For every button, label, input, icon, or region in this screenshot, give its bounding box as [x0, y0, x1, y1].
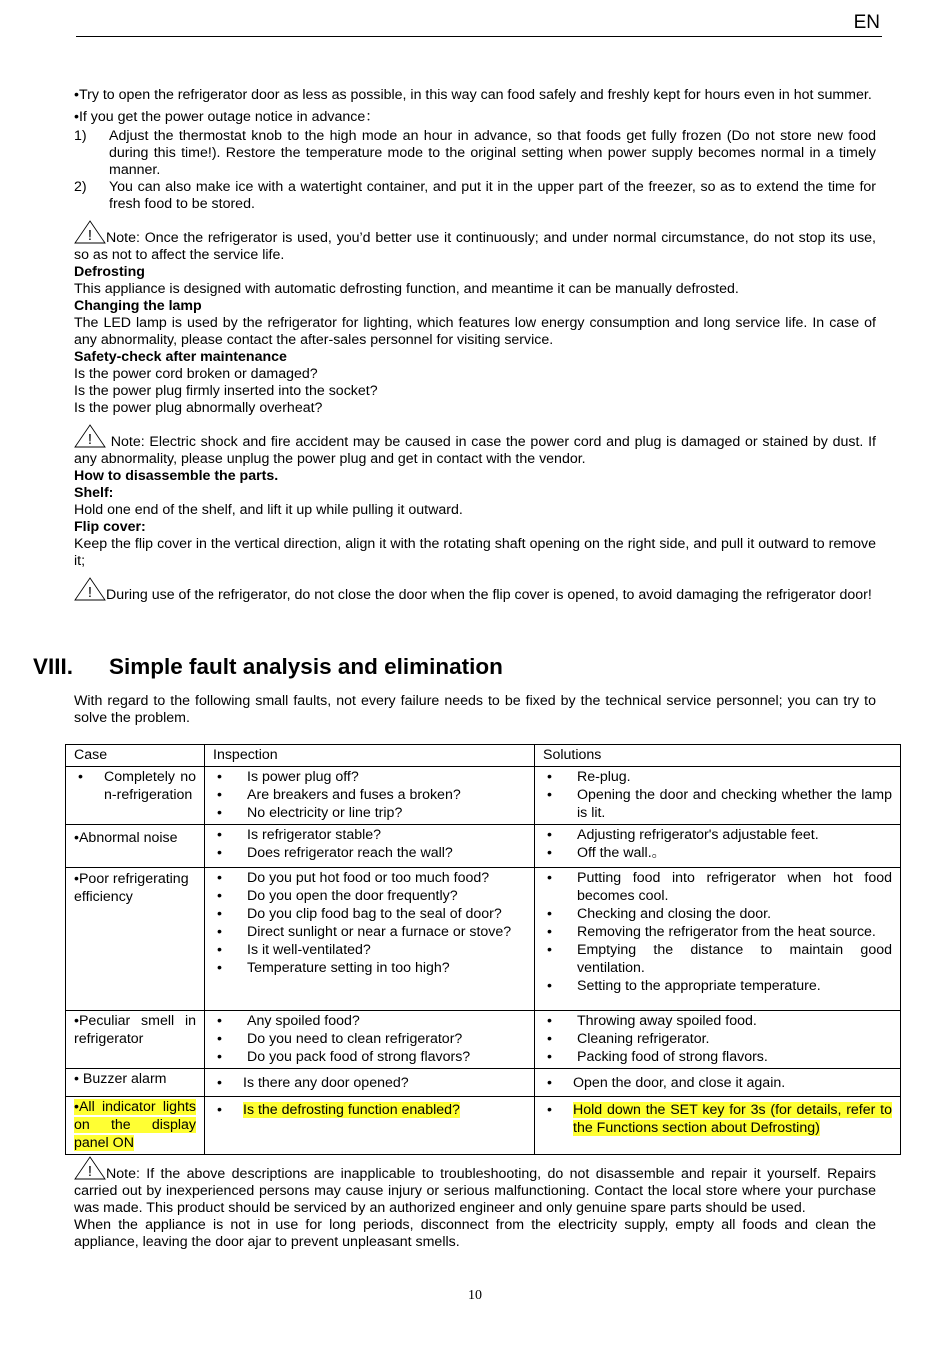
- flip-cover-heading: Flip cover:: [74, 519, 146, 535]
- table-row: [66, 1011, 901, 1069]
- storage-text: When the appliance is not in use for long periods, disconnect from the electricity supply, empty all foods and clean the appliance, leaving the door ajar to prevent unpleasant smells.: [74, 1217, 876, 1250]
- warning-triangle-icon: [74, 220, 106, 244]
- case-cell: •All indicator lights on the display panel ON: [66, 1097, 205, 1155]
- table-row: [66, 767, 901, 825]
- safety-question: Is the power plug firmly inserted into the socket?: [74, 383, 378, 399]
- warning-triangle-icon: [74, 424, 106, 448]
- inspection-cell: • Is power plug off? • Are breakers and fuses a broken? • No electricity or line trip?: [205, 767, 535, 825]
- list-item: 2) You can also make ice with a watertight container, and put it in the upper part of the freezer, so as to extend the time for fresh food to be stored.: [74, 179, 876, 212]
- column-header: Inspection: [205, 745, 535, 767]
- lamp-text: The LED lamp is used by the refrigerator for lighting, which features low energy consumption and long service life. In case of any abnormality, please contact the after-sales personnel for visiting service.: [74, 315, 876, 348]
- safety-question: Is the power plug abnormally overheat?: [74, 400, 323, 416]
- column-header: Solutions: [535, 745, 901, 767]
- defrosting-heading: Defrosting: [74, 264, 145, 280]
- inspection-cell: • Is there any door opened?: [205, 1069, 535, 1097]
- solutions-cell: • Hold down the SET key for 3s (for details, refer to the Functions section about Defrosting): [535, 1097, 901, 1155]
- power-outage-bullet: •If you get the power outage notice in advance：: [74, 109, 380, 125]
- section-title: VIII. Simple fault analysis and elimination: [33, 654, 503, 679]
- list-item: 1) Adjust the thermostat knob to the high mode an hour in advance, so that foods get fully frozen (Do not store new food during this time!). Restore the temperature mode to the original setting when power supply becomes normal in a timely manner.: [74, 128, 876, 178]
- case-cell: •Peculiar smell in refrigerator: [66, 1011, 205, 1069]
- case-cell: •Abnormal noise: [66, 825, 205, 868]
- warning-triangle-icon: [74, 577, 106, 601]
- inspection-cell: • Is the defrosting function enabled?: [205, 1097, 535, 1155]
- section-intro: With regard to the following small faults, not every failure needs to be fixed by the technical service personnel; you can try to solve the problem.: [74, 693, 876, 726]
- tip-door-bullet: •Try to open the refrigerator door as less as possible, in this way can food safely and freshly kept for hours even in hot summer.: [74, 87, 872, 103]
- warning-triangle-icon: [74, 1156, 106, 1180]
- svg-text:!: !: [87, 227, 93, 244]
- solutions-cell: • Throwing away spoiled food. • Cleaning refrigerator. • Packing food of strong flavors.: [535, 1011, 901, 1069]
- inspection-cell: • Any spoiled food? • Do you need to clean refrigerator? • Do you pack food of strong flavors?: [205, 1011, 535, 1069]
- manual-body: [74, 84, 876, 604]
- flip-cover-note: ! During use of the refrigerator, do not close the door when the flip cover is opened, to avoid damaging the refrigerator door!: [74, 577, 876, 604]
- inspection-cell: • Is refrigerator stable? • Does refrigerator reach the wall?: [205, 825, 535, 868]
- case-cell: • Buzzer alarm: [66, 1069, 205, 1097]
- outage-steps: [74, 128, 876, 213]
- svg-text:!: !: [87, 431, 93, 448]
- shelf-text: Hold one end of the shelf, and lift it up while pulling it outward.: [74, 502, 463, 518]
- safety-question: Is the power cord broken or damaged?: [74, 366, 318, 382]
- repair-note: ! Note: If the above descriptions are inapplicable to troubleshooting, do not disassemble and repair it yourself. Repairs carried out by inexperienced persons may cause injury or serious malfunctioning. Contact the local store where your purchase was made. This product should be serviced by an authorized engineer and only genuine spare parts should be used.: [74, 1156, 876, 1217]
- header-rule: [76, 36, 882, 37]
- table-header-row: [66, 745, 901, 767]
- safety-heading: Safety-check after maintenance: [74, 349, 287, 365]
- shelf-heading: Shelf:: [74, 485, 114, 501]
- solutions-cell: • Putting food into refrigerator when hot food becomes cool. • Checking and closing the door. • Removing the refrigerator from the heat source. • Emptying the distance to maintain good ventilation. • Setting to the appropriate temperature.: [535, 868, 901, 1011]
- footer-notes: [74, 1156, 876, 1251]
- page-number: 10: [468, 1288, 482, 1303]
- svg-text:!: !: [87, 584, 93, 601]
- case-cell: •Poor refrigerating efficiency: [66, 868, 205, 1011]
- column-header: Case: [66, 745, 205, 767]
- usage-note: ! Note: Once the refrigerator is used, you’d better use it continuously; and under normal circumstance, do not stop its use, so as not to affect the service life.: [74, 220, 876, 264]
- solutions-cell: • Open the door, and close it again.: [535, 1069, 901, 1097]
- electric-shock-note: ! Note: Electric shock and fire accident may be caused in case the power cord and plug is damaged or stained by dust. If any abnormality, please unplug the power plug and get in contact with the vendor.: [74, 424, 876, 468]
- solutions-cell: • Re-plug. • Opening the door and checking whether the lamp is lit.: [535, 767, 901, 825]
- table-row: [66, 825, 901, 868]
- table-row: [66, 1097, 901, 1155]
- inspection-cell: • Do you put hot food or too much food? • Do you open the door frequently? • Do you clip food bag to the seal of door? • Direct sunlight or near a furnace or stove? • Is it well-ventilated? • Temperature setting in too high?: [205, 868, 535, 1011]
- svg-text:!: !: [87, 1163, 93, 1180]
- disassemble-heading: How to disassemble the parts.: [74, 468, 279, 484]
- solutions-cell: • Adjusting refrigerator's adjustable feet. • Off the wall.。: [535, 825, 901, 868]
- table-row: [66, 868, 901, 1011]
- defrosting-text: This appliance is designed with automatic defrosting function, and meantime it can be manually defrosted.: [74, 281, 739, 297]
- flip-cover-text: Keep the flip cover in the vertical direction, align it with the rotating shaft opening on the right side, and pull it outward to remove it;: [74, 536, 876, 569]
- table-row: [66, 1069, 901, 1097]
- fault-table: [65, 744, 901, 1155]
- lamp-heading: Changing the lamp: [74, 298, 202, 314]
- language-label: EN: [853, 12, 880, 33]
- case-cell: • Completely non-refrigeration: [66, 767, 205, 825]
